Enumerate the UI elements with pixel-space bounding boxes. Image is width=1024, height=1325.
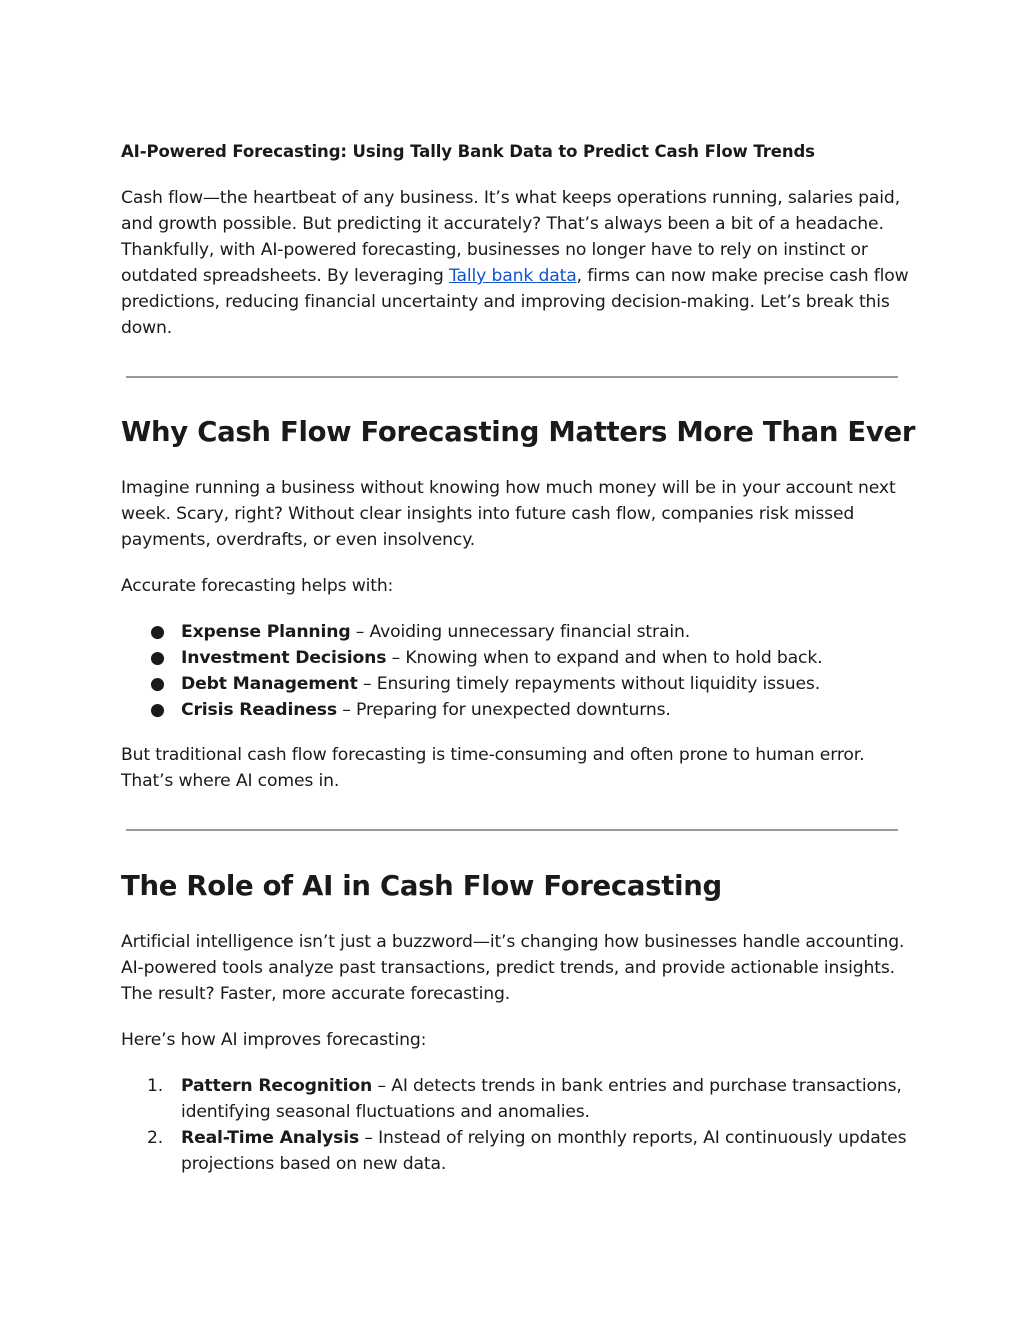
list-item-term: Expense Planning — [181, 622, 351, 642]
list-item-term: Crisis Readiness — [181, 700, 337, 720]
list-item-desc: – Knowing when to expand and when to hold back. — [386, 648, 823, 668]
ai-improvements-numbered-list — [121, 1073, 911, 1177]
bullet-icon: ● — [150, 700, 165, 720]
tally-bank-data-link[interactable]: Tally bank data — [449, 266, 577, 286]
list-item — [121, 671, 911, 697]
list-item — [121, 619, 911, 645]
list-item-term: Pattern Recognition — [181, 1076, 373, 1096]
list-item-desc: – Ensuring timely repayments without liquidity issues. — [357, 674, 821, 694]
horizontal-divider — [126, 376, 898, 378]
list-item — [121, 697, 911, 723]
list-number: 2. — [147, 1128, 164, 1148]
list-item-term: Debt Management — [181, 674, 358, 694]
list-item — [121, 1073, 911, 1125]
section-heading-role-of-ai: The Role of AI in Cash Flow Forecasting — [121, 870, 722, 902]
intro-paragraph — [121, 185, 911, 341]
list-item-desc: – Avoiding unnecessary financial strain. — [350, 622, 691, 642]
section1-paragraph-2: Accurate forecasting helps with: — [121, 576, 394, 596]
list-item-desc: – AI detects trends in bank entries and purchase transactions, identifying seasonal fluctuations and anomalies. — [181, 1076, 902, 1122]
horizontal-divider — [126, 829, 898, 831]
list-item-term: Investment Decisions — [181, 648, 387, 668]
list-item — [121, 1125, 911, 1177]
document-title: AI-Powered Forecasting: Using Tally Bank Data to Predict Cash Flow Trends — [121, 142, 815, 161]
list-item-desc: – Preparing for unexpected downturns. — [336, 700, 671, 720]
intro-text-after-link: , firms can now make precise cash flow predictions, reducing financial uncertainty and improving decision-making. Let’s break this down. — [121, 266, 909, 338]
intro-text-before-link: Cash flow—the heartbeat of any business. It’s what keeps operations running, salaries paid, and growth possible. But predicting it accurately? That’s always been a bit of a headache. Thankfully, with AI-powered forecasting, businesses no longer have to rely on instinct or outdated spreadsheets. By leveraging — [121, 188, 901, 286]
bullet-icon: ● — [150, 674, 165, 694]
list-number: 1. — [147, 1076, 164, 1096]
benefits-bullet-list — [121, 619, 911, 723]
list-item-desc: – Instead of relying on monthly reports, AI continuously updates projections based on new data. — [181, 1128, 907, 1174]
section2-paragraph-2: Here’s how AI improves forecasting: — [121, 1030, 427, 1050]
list-item — [121, 645, 911, 671]
section1-paragraph-3: But traditional cash flow forecasting is time-consuming and often prone to human error. That’s where AI comes in. — [121, 745, 865, 791]
list-item-term: Real-Time Analysis — [181, 1128, 360, 1148]
bullet-icon: ● — [150, 622, 165, 642]
bullet-icon: ● — [150, 648, 165, 668]
section-heading-why-forecasting: Why Cash Flow Forecasting Matters More Than Ever — [121, 416, 916, 448]
section1-paragraph-1: Imagine running a business without knowing how much money will be in your account next week. Scary, right? Without clear insights into future cash flow, companies risk missed payments, overdrafts, or even insolvency. — [121, 478, 896, 550]
section2-paragraph-1: Artificial intelligence isn’t just a buzzword—it’s changing how businesses handle accounting. AI-powered tools analyze past transactions, predict trends, and provide actionable insights. The result? Faster, more accurate forecasting. — [121, 932, 905, 1004]
